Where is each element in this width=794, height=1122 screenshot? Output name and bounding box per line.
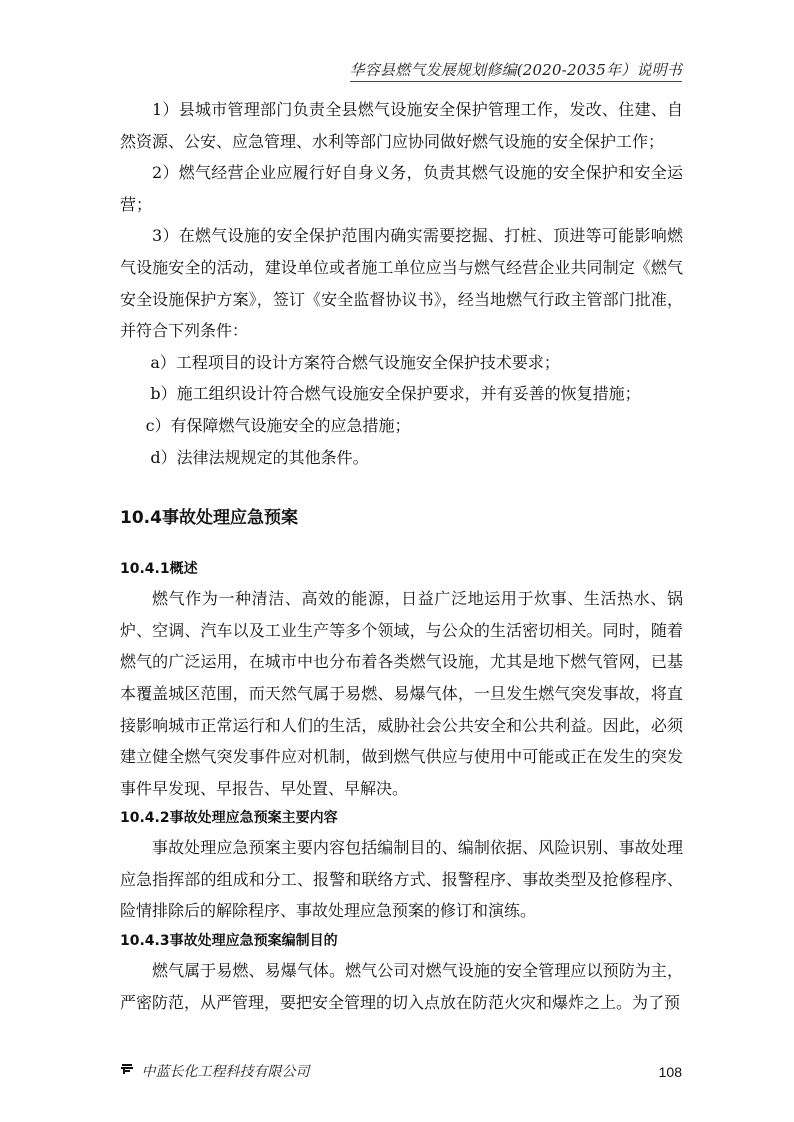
subsection-heading: 10.4.1概述 (120, 561, 198, 578)
page-number: 108 (658, 1064, 682, 1080)
page-body (120, 94, 683, 1018)
company-logo-icon (120, 1062, 134, 1082)
paragraph: 1）县城市管理部门负责全县燃气设施安全保护管理工作，发改、住建、自然资源、公安、应急管理、水利等部门应协同做好燃气设施的安全保护工作； (120, 100, 683, 151)
condition-item: b）施工组织设计符合燃气设施安全保护要求，并有妥善的恢复措施； (150, 384, 641, 404)
paragraph: 事故处理应急预案主要内容包括编制目的、编制依据、风险识别、事故处理应急指挥部的组成和分工、报警和联络方式、报警程序、事故类型及抢修程序、险情排除后的解除程序、事故处理应急预案的修订和演练。 (120, 838, 683, 921)
subsection-heading: 10.4.3事故处理应急预案编制目的 (120, 933, 338, 950)
subsection-heading: 10.4.2事故处理应急预案主要内容 (120, 810, 338, 827)
company-name: 中蓝长化工程科技有限公司 (141, 1064, 310, 1080)
page-footer (120, 1054, 682, 1082)
header-area (120, 60, 682, 82)
condition-item: a）工程项目的设计方案符合燃气设施安全保护技术要求； (150, 352, 560, 372)
paragraph: 燃气属于易燃、易爆气体。燃气公司对燃气设施的安全管理应以预防为主，严密防范，从严管理，要把安全管理的切入点放在防范火灾和爆炸之上。为了预 (120, 961, 683, 1012)
paragraph: 3）在燃气设施的安全保护范围内确实需要挖掘、打桩、顶进等可能影响燃气设施安全的活动，建设单位或者施工单位应当与燃气经营企业共同制定《燃气安全设施保护方案》，签订《安全监督协议书》，经当地燃气行政主管部门批准，并符合下列条件： (120, 226, 683, 341)
condition-item: c）有保障燃气设施安全的应急措施； (145, 415, 411, 435)
paragraph: 2）燃气经营企业应履行好自身义务，负责其燃气设施的安全保护和安全运营； (120, 163, 683, 214)
section-heading: 10.4事故处理应急预案 (120, 508, 298, 529)
running-header: 华容县燃气发展规划修编(2020-2035年）说明书 (350, 60, 682, 82)
condition-item: d）法律法规规定的其他条件。 (150, 447, 369, 467)
paragraph: 燃气作为一种清洁、高效的能源，日益广泛地运用于炊事、生活热水、锅炉、空调、汽车以及工业生产等多个领域，与公众的生活密切相关。同时，随着燃气的广泛运用，在城市中也分布着各类燃气设施，尤其是地下燃气管网，已基本覆盖城区范围，而天然气属于易燃、易爆气体，一旦发生燃气突发事故，将直接影响城市正常运行和人们的生活，威胁社会公共安全和公共利益。因此，必须建立健全燃气突发事件应对机制，做到燃气供应与使用中可能或正在发生的突发事件早发现、早报告、早处置、早解决。 (120, 589, 683, 798)
